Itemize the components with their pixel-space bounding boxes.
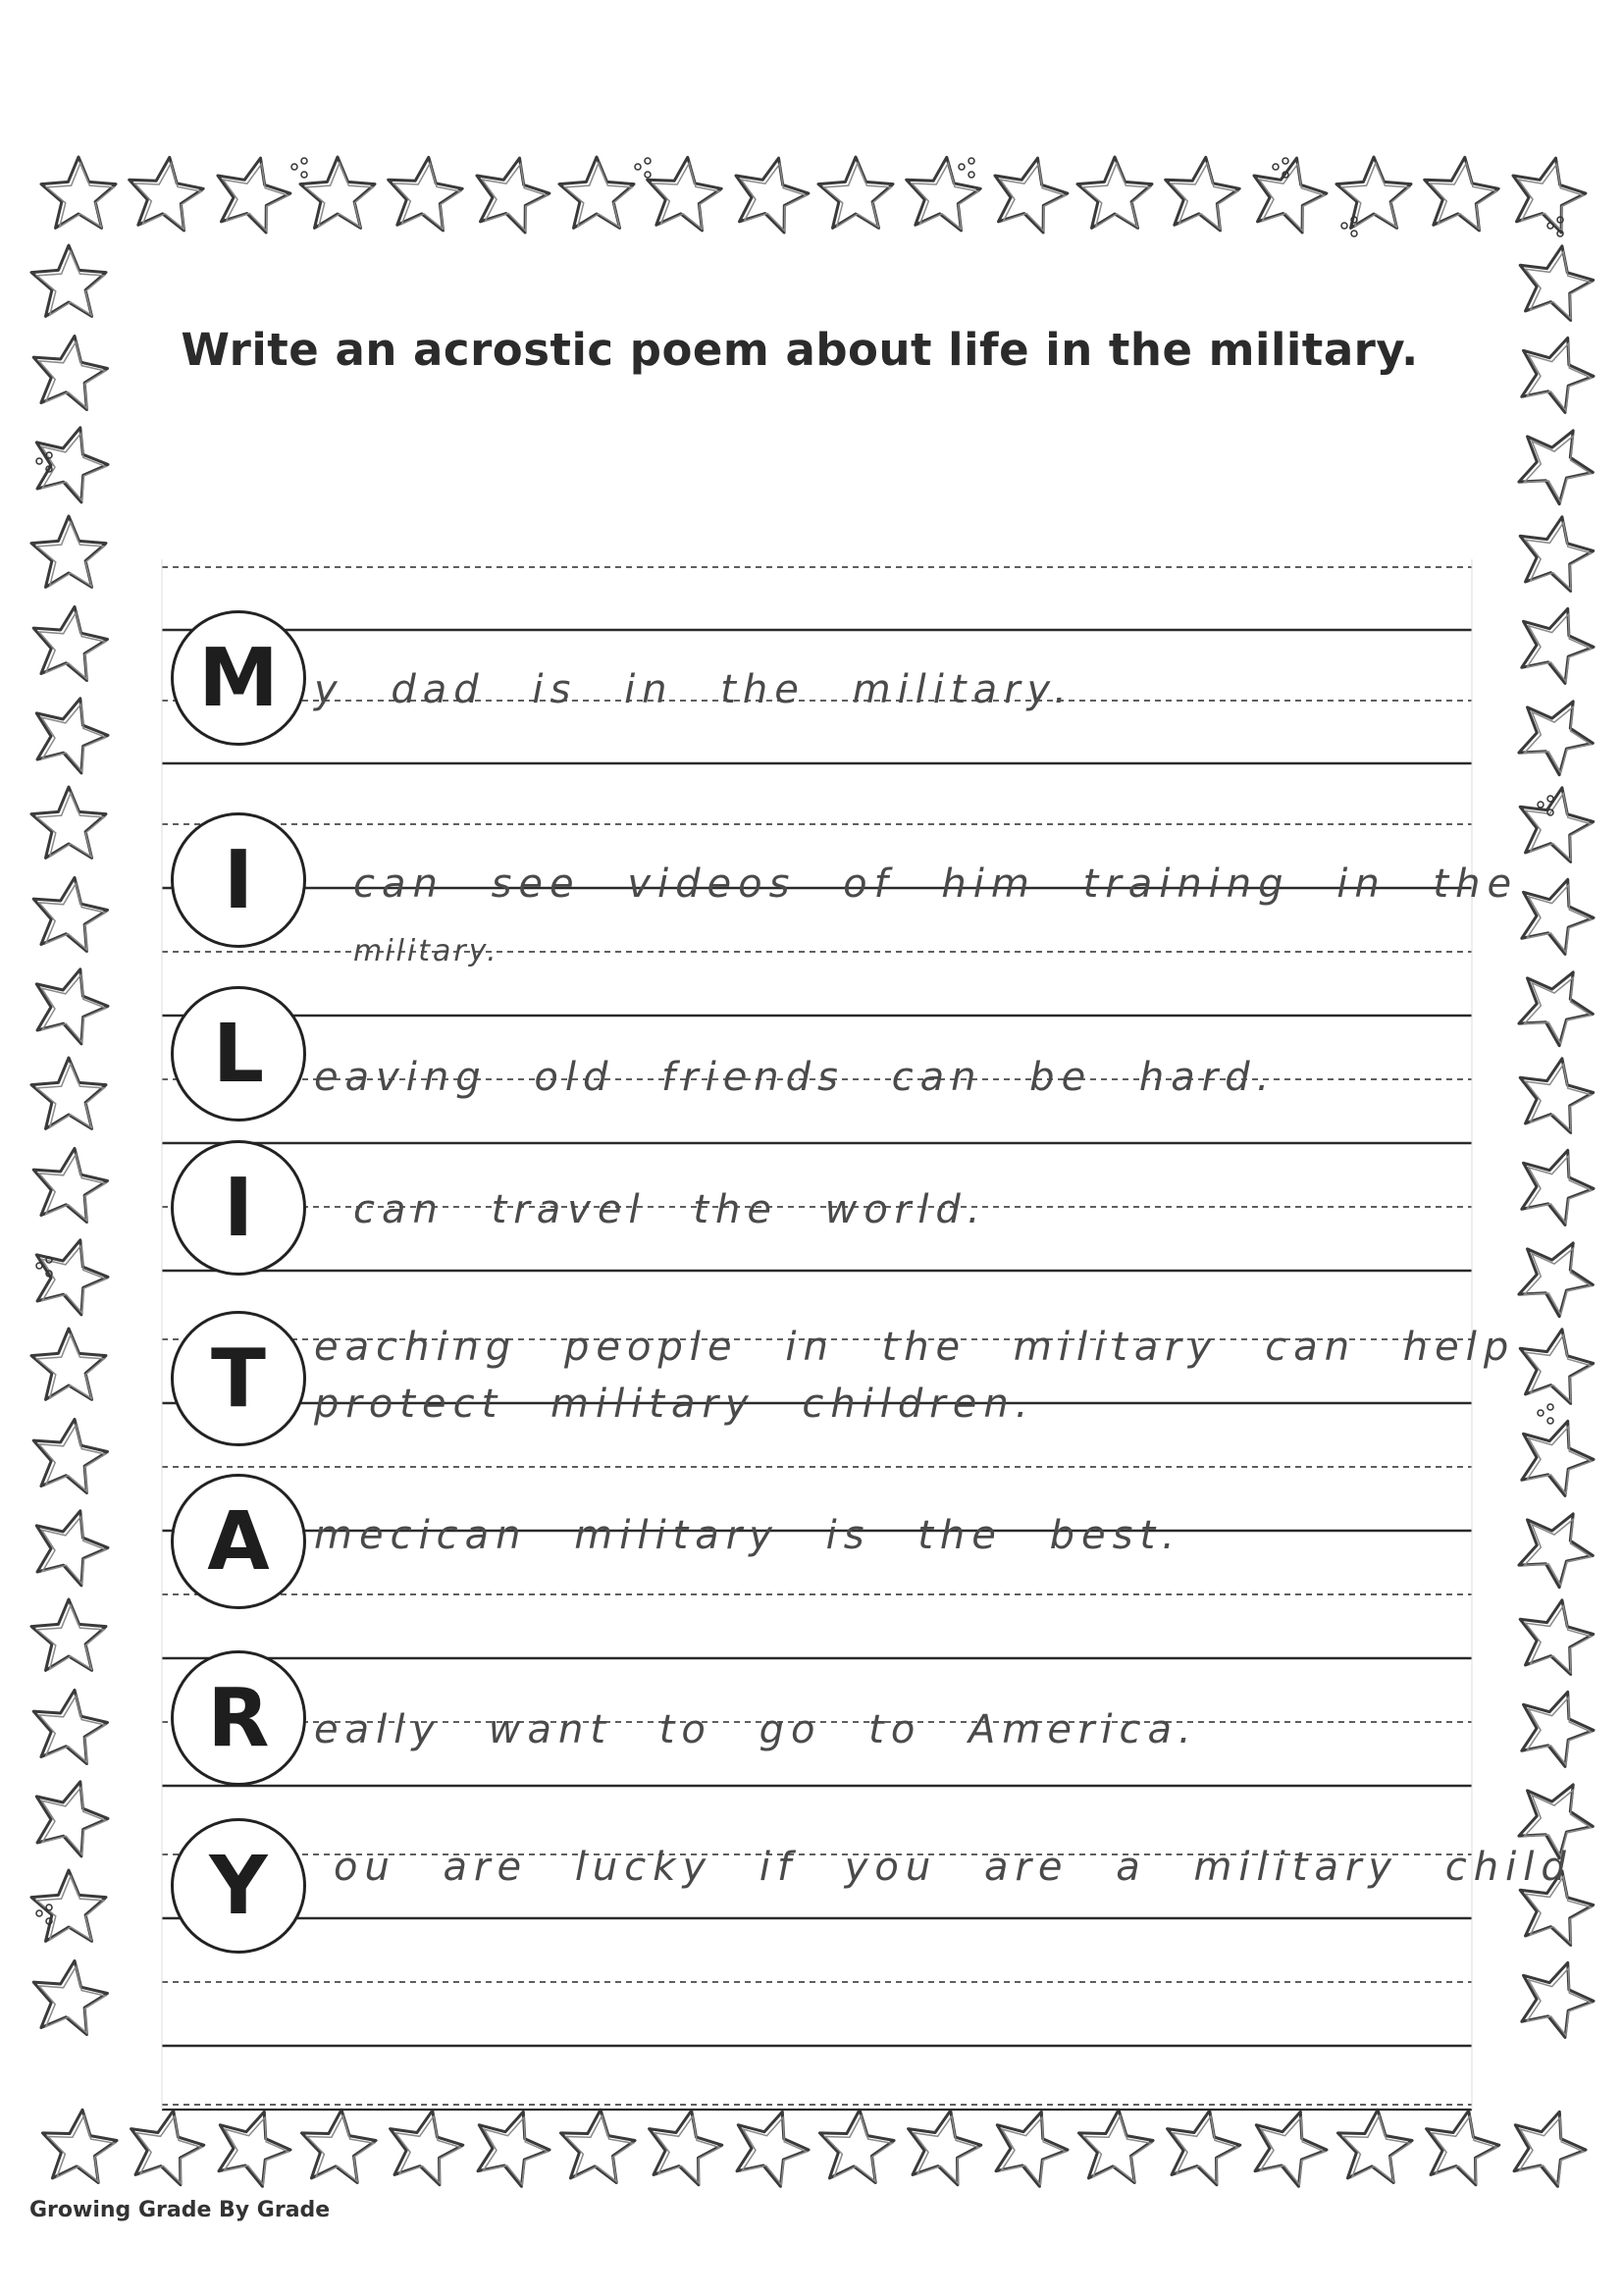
- letter-l: L: [212, 1007, 265, 1101]
- letter-i: I: [223, 833, 254, 927]
- letter-circle-i-2: [171, 1140, 306, 1276]
- poem-line-i: can see videos of him training in the: [353, 861, 1519, 907]
- poem-line-r: eally want to go to America.: [314, 1707, 1198, 1752]
- letter-circle-r: [171, 1650, 306, 1786]
- poem-line-t-cont: protect military children.: [314, 1382, 1035, 1427]
- letter-circle-l: [171, 986, 306, 1122]
- poem-line-a: mecican military is the best.: [314, 1513, 1181, 1558]
- letter-y: Y: [209, 1839, 268, 1933]
- letter-circle-m: [171, 610, 306, 746]
- poem-line-l: eaving old friends can be hard.: [314, 1055, 1277, 1100]
- publisher-credit: Growing Grade By Grade: [29, 2198, 331, 2222]
- letter-i-2: I: [223, 1161, 254, 1255]
- poem-line-i-cont: military.: [353, 934, 499, 968]
- letter-circle-y: [171, 1818, 306, 1954]
- worksheet-title: Write an acrostic poem about life in the military.: [181, 324, 1419, 376]
- letter-t: T: [211, 1331, 266, 1426]
- poem-line-m: y dad is in the military.: [314, 667, 1073, 712]
- letter-r: R: [207, 1671, 270, 1765]
- letter-circle-t: [171, 1311, 306, 1446]
- letter-circle-i: [171, 812, 306, 948]
- poem-line-y: ou are lucky if you are a military child: [334, 1845, 1573, 1890]
- letter-circle-a: [171, 1474, 306, 1609]
- letter-a: A: [207, 1494, 270, 1589]
- poem-line-t: eaching people in the military can help: [314, 1325, 1516, 1370]
- letter-m: M: [198, 631, 279, 725]
- poem-line-i-2: can travel the world.: [353, 1187, 987, 1232]
